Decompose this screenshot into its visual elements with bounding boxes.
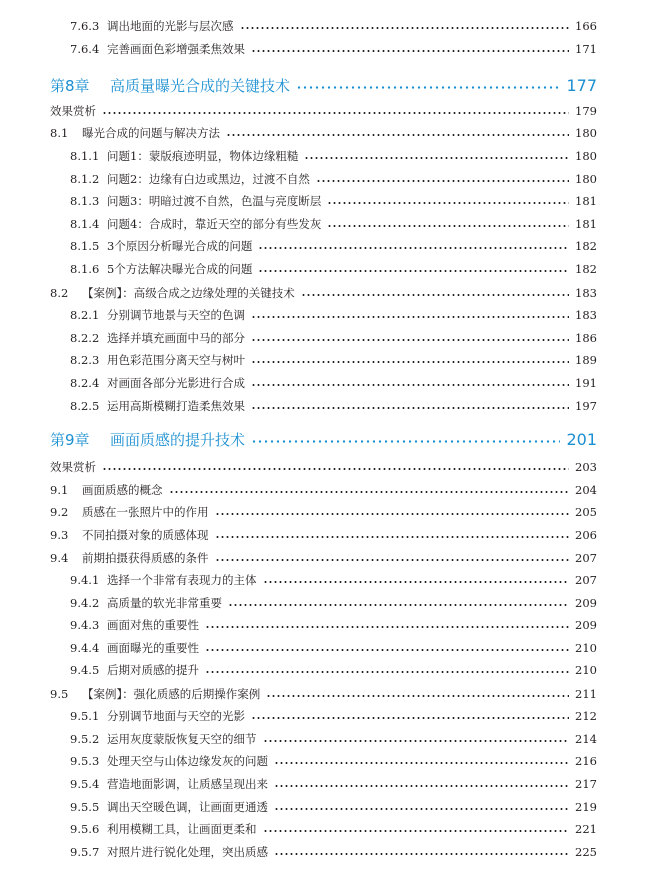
dot-leader <box>205 649 569 651</box>
section-title: 曝光合成的问题与解决方法 <box>82 126 220 140</box>
chapter-heading <box>0 428 650 450</box>
section-number: 8.2.2 <box>70 331 100 345</box>
toc-entry <box>0 190 650 212</box>
section-number: 8.1.4 <box>70 217 100 231</box>
section-number: 7.6.3 <box>70 19 100 33</box>
dot-leader <box>327 202 569 204</box>
section-title: 营造地面影调，让质感呈现出来 <box>107 777 268 791</box>
section-number: 8.2.1 <box>70 308 100 322</box>
section-title: 画面对焦的重要性 <box>107 618 199 632</box>
dot-leader <box>240 27 570 29</box>
chapter-title: 高质量曝光合成的关键技术 <box>110 76 291 95</box>
page-number: 209 <box>575 596 597 610</box>
page-number: 212 <box>575 709 597 723</box>
section-number: 8.1.6 <box>70 262 100 276</box>
section-number: 8.1.1 <box>70 149 100 163</box>
page-number: 204 <box>575 483 597 497</box>
page-number: 219 <box>575 800 597 814</box>
dot-leader <box>263 830 570 832</box>
dot-leader <box>169 491 570 493</box>
section-title: 画面质感的概念 <box>82 483 163 497</box>
toc-entry <box>0 327 650 349</box>
section-title: 对照片进行锐化处理，突出质感 <box>107 845 268 859</box>
dot-leader <box>251 440 560 443</box>
section-title: 效果赏析 <box>50 460 96 474</box>
section-title: 后期对质感的提升 <box>107 663 199 677</box>
section-title: 调出天空暖色调，让画面更通透 <box>107 800 268 814</box>
page-number: 189 <box>575 353 597 367</box>
section-number: 9.4.3 <box>70 618 100 632</box>
section-number: 9.4.1 <box>70 573 100 587</box>
dot-leader <box>263 581 570 583</box>
page-number: 206 <box>575 528 597 542</box>
chapter-number: 第8章 <box>50 76 90 95</box>
section-number: 9.4.2 <box>70 596 100 610</box>
toc-entry <box>0 145 650 167</box>
section-number: 8.2.5 <box>70 399 100 413</box>
dot-leader <box>274 808 569 810</box>
dot-leader <box>205 626 569 628</box>
page-number: 225 <box>575 845 597 859</box>
section-title: 高质量的软光非常重要 <box>107 596 222 610</box>
section-title: 运用灰度蒙版恢复天空的细节 <box>107 732 257 746</box>
toc-entry <box>0 168 650 190</box>
section-title: 3个原因分析曝光合成的问题 <box>107 239 253 253</box>
dot-leader <box>274 853 569 855</box>
page-number: 179 <box>575 104 597 118</box>
section-title: 质感在一张照片中的作用 <box>82 505 209 519</box>
page-number: 217 <box>575 777 597 791</box>
section-title: 运用高斯模糊打造柔焦效果 <box>107 399 245 413</box>
toc-entry <box>0 773 650 795</box>
section-number: 9.5.4 <box>70 777 100 791</box>
dot-leader <box>251 361 569 363</box>
dot-leader <box>274 785 569 787</box>
section-title: 效果赏析 <box>50 104 96 118</box>
dot-leader <box>274 762 569 764</box>
section-title: 画面曝光的重要性 <box>107 641 199 655</box>
dot-leader <box>102 468 569 470</box>
section-number: 8.1 <box>50 126 69 140</box>
dot-leader <box>258 247 569 249</box>
chapter-number: 第9章 <box>50 430 90 449</box>
dot-leader <box>296 86 560 89</box>
section-title: 不同拍摄对象的质感体现 <box>82 528 209 542</box>
page-number: 207 <box>575 551 597 565</box>
toc-entry <box>0 750 650 772</box>
toc-entry <box>0 659 650 681</box>
section-number: 9.4 <box>50 551 69 565</box>
toc-entry <box>0 728 650 750</box>
toc-entry <box>0 372 650 394</box>
toc-entry <box>0 282 650 304</box>
page-number: 186 <box>575 331 597 345</box>
section-number: 8.1.5 <box>70 239 100 253</box>
page-number: 210 <box>575 663 597 677</box>
dot-leader <box>301 294 569 296</box>
section-number: 8.1.2 <box>70 172 100 186</box>
section-title: 【案例】：高级合成之边缘处理的关键技术 <box>82 286 295 300</box>
section-title: 选择一个非常有表现力的主体 <box>107 573 257 587</box>
toc-entry <box>0 349 650 371</box>
section-title: 调出地面的光影与层次感 <box>107 19 234 33</box>
toc-entry <box>0 614 650 636</box>
toc-entry <box>0 395 650 417</box>
dot-leader <box>304 157 569 159</box>
toc-entry <box>0 456 650 478</box>
page-number: 211 <box>575 687 597 701</box>
section-number: 9.5.7 <box>70 845 100 859</box>
toc-entry <box>0 122 650 144</box>
page-number: 180 <box>575 149 597 163</box>
toc-entry <box>0 841 650 863</box>
dot-leader <box>205 671 569 673</box>
toc-entry <box>0 15 650 37</box>
section-title: 处理天空与山体边缘发灰的问题 <box>107 754 268 768</box>
page-number: 191 <box>575 376 597 390</box>
page-number: 180 <box>575 126 597 140</box>
page-number: 207 <box>575 573 597 587</box>
page-number: 180 <box>575 172 597 186</box>
dot-leader <box>258 270 569 272</box>
section-number: 9.5.6 <box>70 822 100 836</box>
section-number: 9.5 <box>50 687 69 701</box>
toc-entry <box>0 818 650 840</box>
section-number: 9.5.1 <box>70 709 100 723</box>
dot-leader <box>215 559 570 561</box>
dot-leader <box>215 513 570 515</box>
dot-leader <box>316 180 569 182</box>
section-title: 完善画面色彩增强柔焦效果 <box>107 42 245 56</box>
section-title: 选择并填充画面中马的部分 <box>107 331 245 345</box>
dot-leader <box>226 134 569 136</box>
page-number: 214 <box>575 732 597 746</box>
toc-entry <box>0 683 650 705</box>
page-number: 166 <box>575 19 597 33</box>
page-number: 197 <box>575 399 597 413</box>
dot-leader <box>263 740 570 742</box>
dot-leader <box>102 112 569 114</box>
section-title: 问题3：明暗过渡不自然，色温与亮度断层 <box>107 194 322 208</box>
toc-entry <box>0 258 650 280</box>
toc-entry <box>0 796 650 818</box>
toc-entry <box>0 38 650 60</box>
section-title: 分别调节地景与天空的色调 <box>107 308 245 322</box>
section-title: 问题4：合成时，靠近天空的部分有些发灰 <box>107 217 322 231</box>
dot-leader <box>251 384 569 386</box>
section-title: 用色彩范围分离天空与树叶 <box>107 353 245 367</box>
toc-entry <box>0 547 650 569</box>
toc-entry <box>0 637 650 659</box>
section-number: 8.1.3 <box>70 194 100 208</box>
toc-entry <box>0 100 650 122</box>
toc-entry <box>0 235 650 257</box>
section-number: 9.4.4 <box>70 641 100 655</box>
page-number: 216 <box>575 754 597 768</box>
page-number: 209 <box>575 618 597 632</box>
dot-leader <box>228 604 569 606</box>
page-number: 181 <box>575 217 597 231</box>
dot-leader <box>251 316 569 318</box>
dot-leader <box>215 536 570 538</box>
chapter-heading <box>0 74 650 96</box>
dot-leader <box>251 407 569 409</box>
section-title: 分别调节地面与天空的光影 <box>107 709 245 723</box>
section-number: 9.5.3 <box>70 754 100 768</box>
page-number: 183 <box>575 286 597 300</box>
dot-leader <box>266 695 569 697</box>
toc-entry <box>0 304 650 326</box>
page-number: 171 <box>575 42 597 56</box>
page-number: 205 <box>575 505 597 519</box>
section-number: 9.2 <box>50 505 69 519</box>
toc-entry <box>0 705 650 727</box>
page-number: 181 <box>575 194 597 208</box>
section-title: 问题2：边缘有白边或黑边，过渡不自然 <box>107 172 310 186</box>
dot-leader <box>327 225 569 227</box>
toc-entry <box>0 479 650 501</box>
section-title: 【案例】：强化质感的后期操作案例 <box>82 687 261 701</box>
dot-leader <box>251 717 569 719</box>
toc-entry <box>0 524 650 546</box>
section-title: 前期拍摄获得质感的条件 <box>82 551 209 565</box>
page-number: 210 <box>575 641 597 655</box>
dot-leader <box>251 50 569 52</box>
page-number: 183 <box>575 308 597 322</box>
page-number: 182 <box>575 262 597 276</box>
section-number: 7.6.4 <box>70 42 100 56</box>
section-number: 9.5.5 <box>70 800 100 814</box>
toc-entry <box>0 501 650 523</box>
section-number: 9.1 <box>50 483 69 497</box>
page-number: 203 <box>575 460 597 474</box>
section-number: 9.4.5 <box>70 663 100 677</box>
section-number: 9.5.2 <box>70 732 100 746</box>
section-title: 问题1：蒙版痕迹明显，物体边缘粗糙 <box>107 149 299 163</box>
dot-leader <box>251 339 569 341</box>
chapter-title: 画面质感的提升技术 <box>110 430 246 449</box>
section-number: 8.2.3 <box>70 353 100 367</box>
toc-entry <box>0 213 650 235</box>
toc-entry <box>0 592 650 614</box>
section-title: 利用模糊工具，让画面更柔和 <box>107 822 257 836</box>
page-number: 177 <box>566 75 597 95</box>
page-number: 201 <box>566 429 597 449</box>
section-number: 8.2.4 <box>70 376 100 390</box>
page-number: 182 <box>575 239 597 253</box>
section-number: 9.3 <box>50 528 69 542</box>
section-title: 5个方法解决曝光合成的问题 <box>107 262 253 276</box>
page-number: 221 <box>575 822 597 836</box>
section-number: 8.2 <box>50 286 69 300</box>
section-title: 对画面各部分光影进行合成 <box>107 376 245 390</box>
toc-entry <box>0 569 650 591</box>
